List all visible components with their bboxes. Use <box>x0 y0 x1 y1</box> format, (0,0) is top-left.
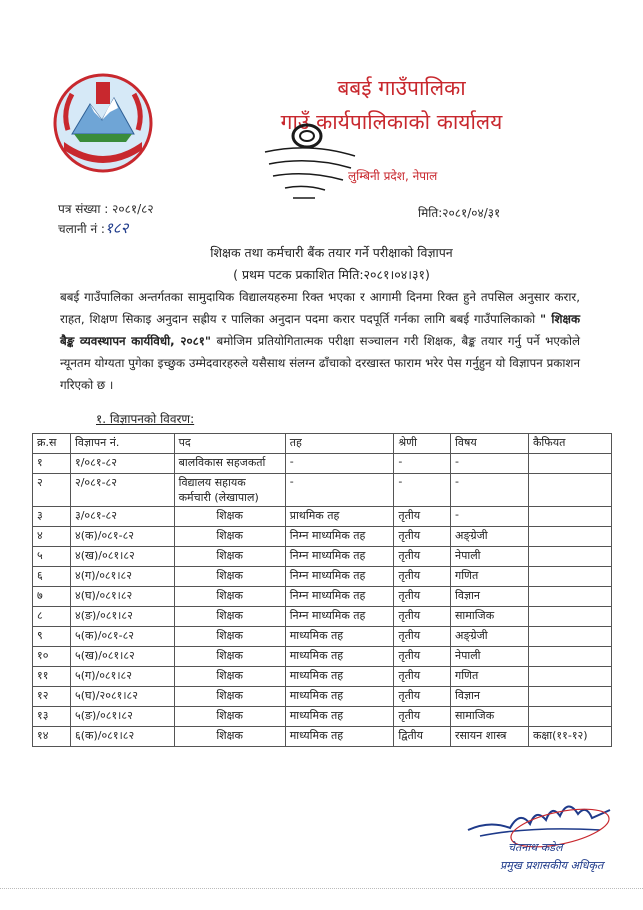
cell-level: निम्न माध्यमिक तह <box>285 527 394 547</box>
cell-subject: रसायन शास्त्र <box>451 727 529 747</box>
cell-ad-number: ४(ङ)/०८१।८२ <box>71 607 175 627</box>
cell-ad-number: ५(क)/०८१-८२ <box>71 627 175 647</box>
header-level: तह <box>285 434 394 454</box>
cell-post: शिक्षक <box>174 547 285 567</box>
office-name: गाउँ कार्यपालिकाको कार्यालय <box>280 110 503 134</box>
cell-level: - <box>285 454 394 474</box>
cell-sn: ११ <box>33 667 71 687</box>
cell-sn: १३ <box>33 707 71 727</box>
cell-post: शिक्षक <box>174 607 285 627</box>
cell-subject: नेपाली <box>451 647 529 667</box>
cell-post: शिक्षक <box>174 587 285 607</box>
cell-remarks <box>528 454 611 474</box>
cell-class: तृतीय <box>394 587 451 607</box>
cell-class: तृतीय <box>394 647 451 667</box>
header-sn: क्र.स <box>33 434 71 454</box>
table-row <box>33 567 612 587</box>
cell-class: तृतीय <box>394 687 451 707</box>
cell-ad-number: १/०८१-८२ <box>71 454 175 474</box>
cell-subject: विज्ञान <box>451 587 529 607</box>
body-text-1: बबई गाउँपालिका अन्तर्गतका सामुदायिक विद्यालयहरुमा रिक्त भएका र आगामी दिनमा रिक्त हुने तपसिल अनुसार करार, राहत, शिक्षण सिकाइ अनुदान सह्रीय र पालिका अनुदान पदमा करार पदपूर्ति गर्नका लागि बबई गाउँपालिकाको <box>60 290 580 326</box>
vacancy-table <box>32 433 612 747</box>
cell-subject: अङ्ग्रेजी <box>451 527 529 547</box>
cell-ad-number: ५(ङ)/०८१।८२ <box>71 707 175 727</box>
table-row <box>33 667 612 687</box>
cell-class: तृतीय <box>394 667 451 687</box>
cell-post: शिक्षक <box>174 707 285 727</box>
cell-level: निम्न माध्यमिक तह <box>285 547 394 567</box>
cell-level: निम्न माध्यमिक तह <box>285 567 394 587</box>
cell-subject: गणित <box>451 667 529 687</box>
notice-subtitle: ( प्रथम पटक प्रकाशित मिति:२०८१।०४।३१) <box>233 267 430 282</box>
cell-sn: ३ <box>33 507 71 527</box>
cell-post: शिक्षक <box>174 687 285 707</box>
cell-class: द्वितीय <box>394 727 451 747</box>
cell-ad-number: ४(घ)/०८१।८२ <box>71 587 175 607</box>
cell-post: शिक्षक <box>174 527 285 547</box>
cell-subject: - <box>451 507 529 527</box>
header-post: पद <box>174 434 285 454</box>
cell-ad-number: ४(ग)/०८१।८२ <box>71 567 175 587</box>
cell-remarks <box>528 547 611 567</box>
cell-post: शिक्षक <box>174 567 285 587</box>
footer-divider <box>0 888 643 889</box>
notice-body <box>60 286 580 396</box>
cell-subject: गणित <box>451 567 529 587</box>
cell-class: - <box>394 454 451 474</box>
cell-ad-number: ५(ग)/०८१।८२ <box>71 667 175 687</box>
signatory-role: प्रमुख प्रशासकीय अधिकृत <box>500 859 604 872</box>
body-text-bold: " शिक्षक बैङ्क व्यवस्थापन कार्यविधी, २०८१" <box>60 312 581 348</box>
cell-class: तृतीय <box>394 707 451 727</box>
patra-sankhya: पत्र संख्या : २०८१/८२ <box>58 202 154 216</box>
table-row <box>33 727 612 747</box>
cell-sn: ९ <box>33 627 71 647</box>
cell-ad-number: २/०८१-८२ <box>71 474 175 507</box>
cell-level: माध्यमिक तह <box>285 647 394 667</box>
cell-remarks <box>528 647 611 667</box>
cell-remarks: कक्षा(११-१२) <box>528 727 611 747</box>
cell-sn: २ <box>33 474 71 507</box>
table-row <box>33 587 612 607</box>
cell-level: निम्न माध्यमिक तह <box>285 587 394 607</box>
cell-remarks <box>528 667 611 687</box>
table-row <box>33 627 612 647</box>
cell-post: बालविकास सहजकर्ता <box>174 454 285 474</box>
cell-post: विद्यालय सहायक कर्मचारी (लेखापाल) <box>174 474 285 507</box>
office-stamp-icon <box>255 122 375 204</box>
cell-class: तृतीय <box>394 547 451 567</box>
cell-subject: विज्ञान <box>451 687 529 707</box>
table-header-row <box>33 434 612 454</box>
cell-ad-number: ३/०८१-८२ <box>71 507 175 527</box>
table-row <box>33 507 612 527</box>
cell-post: शिक्षक <box>174 667 285 687</box>
table-row <box>33 707 612 727</box>
table-row <box>33 547 612 567</box>
cell-sn: ५ <box>33 547 71 567</box>
table-row <box>33 607 612 627</box>
chalani-value: १८२ <box>104 219 129 237</box>
cell-level: - <box>285 474 394 507</box>
cell-subject: सामाजिक <box>451 707 529 727</box>
cell-remarks <box>528 607 611 627</box>
cell-remarks <box>528 627 611 647</box>
table-row <box>33 474 612 507</box>
cell-class: - <box>394 474 451 507</box>
cell-ad-number: ४(ख)/०८१।८२ <box>71 547 175 567</box>
table-row <box>33 687 612 707</box>
signatory-name: चेतनाथ कडेल <box>508 841 563 854</box>
header-class: श्रेणी <box>394 434 451 454</box>
header-subject: विषय <box>451 434 529 454</box>
cell-sn: ८ <box>33 607 71 627</box>
cell-ad-number: ६(क)/०८१।८२ <box>71 727 175 747</box>
cell-level: माध्यमिक तह <box>285 667 394 687</box>
cell-sn: १ <box>33 454 71 474</box>
office-address: लुम्बिनी प्रदेश, नेपाल <box>348 169 438 183</box>
issue-date: मिति:२०८१/०४/३१ <box>418 206 501 220</box>
cell-subject: सामाजिक <box>451 607 529 627</box>
cell-post: शिक्षक <box>174 647 285 667</box>
section-title: १. विज्ञापनको विवरण: <box>96 412 195 426</box>
cell-level: माध्यमिक तह <box>285 627 394 647</box>
cell-remarks <box>528 707 611 727</box>
cell-remarks <box>528 587 611 607</box>
cell-level: निम्न माध्यमिक तह <box>285 607 394 627</box>
cell-class: तृतीय <box>394 567 451 587</box>
cell-remarks <box>528 567 611 587</box>
header-ad-number: विज्ञापन नं. <box>71 434 175 454</box>
org-name: बबई गाउँपालिका <box>337 76 466 100</box>
cell-class: तृतीय <box>394 627 451 647</box>
chalani-label: चलानी नं : <box>58 222 105 236</box>
body-text-2: बमोजिम प्रतियोगितात्मक परीक्षा सञ्चालन गरी शिक्षक, बैङ्क तयार गर्नु पर्ने भएकोले न्यूनतम योग्यता पुगेका इच्छुक उम्मेदवारहरुले यसैसाथ संलग्न ढाँचाको दरखास्त फाराम भरेर पेस गर्नुहुन यो विज्ञापन प्रकाशन गरिएको छ । <box>60 334 580 392</box>
cell-remarks <box>528 687 611 707</box>
cell-ad-number: ५(घ)/२०८१।८२ <box>71 687 175 707</box>
cell-class: तृतीय <box>394 527 451 547</box>
cell-sn: १० <box>33 647 71 667</box>
cell-ad-number: ५(ख)/०८१।८२ <box>71 647 175 667</box>
cell-level: माध्यमिक तह <box>285 727 394 747</box>
cell-subject: - <box>451 454 529 474</box>
cell-sn: १२ <box>33 687 71 707</box>
cell-sn: ६ <box>33 567 71 587</box>
cell-post: शिक्षक <box>174 627 285 647</box>
chalani-number <box>58 218 128 238</box>
cell-sn: ४ <box>33 527 71 547</box>
cell-level: माध्यमिक तह <box>285 707 394 727</box>
cell-remarks <box>528 474 611 507</box>
cell-sn: १४ <box>33 727 71 747</box>
cell-level: प्राथमिक तह <box>285 507 394 527</box>
cell-post: शिक्षक <box>174 507 285 527</box>
cell-post: शिक्षक <box>174 727 285 747</box>
cell-remarks <box>528 507 611 527</box>
cell-class: तृतीय <box>394 607 451 627</box>
table-row <box>33 647 612 667</box>
cell-level: माध्यमिक तह <box>285 687 394 707</box>
cell-class: तृतीय <box>394 507 451 527</box>
cell-subject: अङ्ग्रेजी <box>451 627 529 647</box>
cell-remarks <box>528 527 611 547</box>
cell-ad-number: ४(क)/०८१-८२ <box>71 527 175 547</box>
header-remarks: कैफियत <box>528 434 611 454</box>
cell-sn: ७ <box>33 587 71 607</box>
cell-subject: नेपाली <box>451 547 529 567</box>
table-row <box>33 527 612 547</box>
cell-subject: - <box>451 474 529 507</box>
table-row <box>33 454 612 474</box>
notice-title: शिक्षक तथा कर्मचारी बैंक तयार गर्ने परीक्षाको विज्ञापन <box>210 245 453 260</box>
